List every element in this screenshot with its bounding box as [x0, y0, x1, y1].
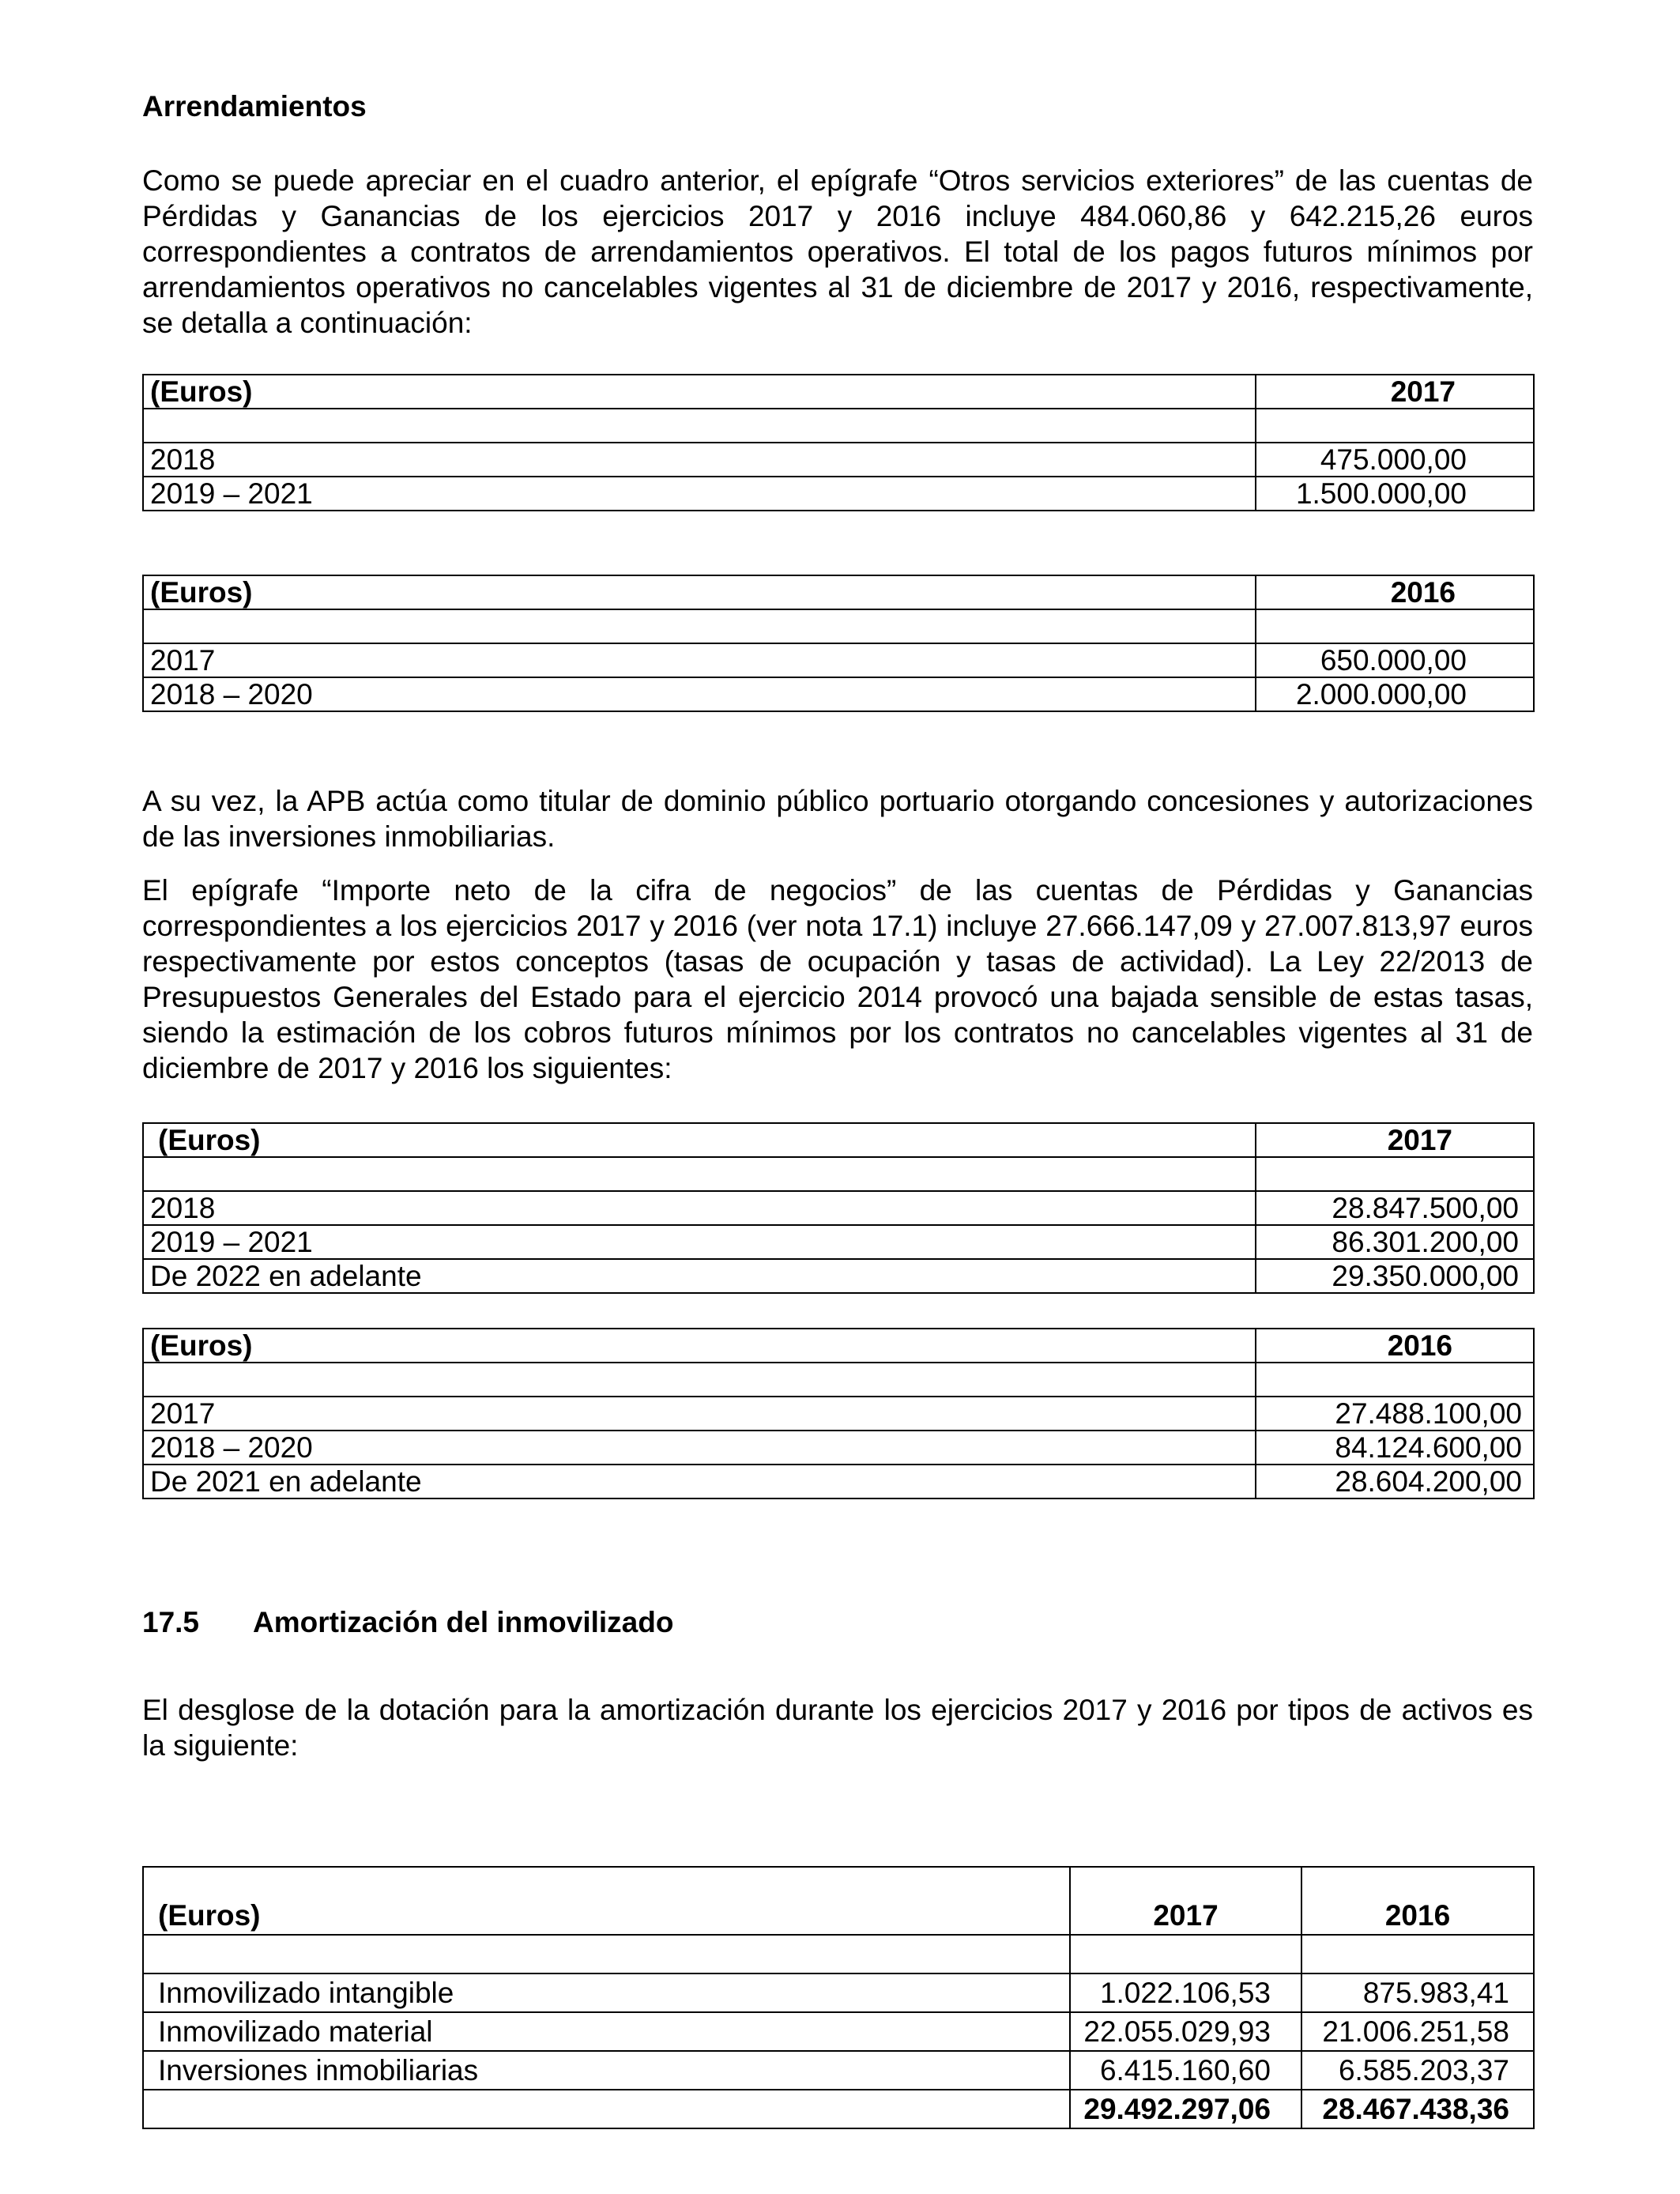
- table-cell-period: 2018: [143, 1191, 1256, 1225]
- table-cell-amount: 21.006.251,58: [1301, 2012, 1534, 2051]
- table-row: [143, 2012, 1534, 2051]
- table-header-label: (Euros): [143, 1867, 1070, 1935]
- table-cell-amount: 875.983,41: [1301, 1973, 1534, 2012]
- table-header-label: (Euros): [143, 375, 1256, 409]
- table-cell-amount: 86.301.200,00: [1256, 1225, 1534, 1259]
- table-row: [143, 1465, 1534, 1498]
- section-heading: [142, 1604, 1533, 1640]
- table-total-row: [143, 2090, 1534, 2128]
- table-cell-amount: 28.604.200,00: [1256, 1465, 1534, 1498]
- section-number: 17.5: [142, 1606, 200, 1638]
- paragraph-arrendamientos-intro: Como se puede apreciar en el cuadro anterior, el epígrafe “Otros servicios exteriores” de las cuentas de Pérdidas y Ganancias de los ejercicios 2017 y 2016 incluye 484.060,86 y 642.215,26 euros correspondientes a contratos de arrendamientos operativos. El total de los pagos futuros mínimos por arrendamientos operativos no cancelables vigentes al 31 de diciembre de 2017 y 2016, respectivamente, se detalla a continuación:: [142, 164, 1533, 339]
- table-row: [143, 2051, 1534, 2090]
- table-cell-period: 2017: [143, 643, 1256, 677]
- table-row: [143, 1225, 1534, 1259]
- table-cell-amount: 22.055.029,93: [1070, 2012, 1301, 2051]
- table-pagos-2016: [142, 575, 1535, 712]
- table-spacer-row: [143, 609, 1534, 643]
- table-cell-asset-type: Inmovilizado intangible: [143, 1973, 1070, 2012]
- table-cobros-2016: [142, 1328, 1535, 1499]
- table-spacer-row: [143, 1157, 1534, 1191]
- table-cell-amount: 27.488.100,00: [1256, 1397, 1534, 1431]
- table-cell-amount: 29.350.000,00: [1256, 1259, 1534, 1293]
- table-header-row: [143, 1867, 1534, 1935]
- table-cell-amount: 650.000,00: [1256, 643, 1534, 677]
- table-cobros-2017: [142, 1122, 1535, 1294]
- paragraph-importe-neto: El epígrafe “Importe neto de la cifra de negocios” de las cuentas de Pérdidas y Ganancias correspondientes a los ejercicios 2017 y 2016 (ver nota 17.1) incluye 27.666.147,09 y 27.007.813,97 euros respectivamente por estos conceptos (tasas de ocupación y tasas de actividad). La Ley 22/2013 de Presupuestos Generales del Estado para el ejercicio 2014 provocó una bajada sensible de estas tasas, siendo la estimación de los cobros futuros mínimos por los contratos no cancelables vigentes al 31 de diciembre de 2017 y 2016 los siguientes:: [142, 874, 1533, 1084]
- table-header-row: [143, 1329, 1534, 1363]
- table-cell-amount: 6.415.160,60: [1070, 2051, 1301, 2090]
- table-spacer-row: [143, 1363, 1534, 1397]
- table-header-row: [143, 1123, 1534, 1157]
- table-cell-total-amount: 28.467.438,36: [1301, 2090, 1534, 2128]
- table-cell-period: 2017: [143, 1397, 1256, 1431]
- table-cell-amount: 2.000.000,00: [1256, 677, 1534, 711]
- table-cell-period: 2019 – 2021: [143, 1225, 1256, 1259]
- paragraph-amortizacion: El desglose de la dotación para la amortización durante los ejercicios 2017 y 2016 por tipos de activos es la siguiente:: [142, 1694, 1533, 1762]
- paragraph-concesiones: A su vez, la APB actúa como titular de dominio público portuario otorgando concesiones y autorizaciones de las inversiones inmobiliarias.: [142, 785, 1533, 853]
- table-cell-period: 2019 – 2021: [143, 477, 1256, 511]
- table-row: [143, 1259, 1534, 1293]
- table-amortizacion: [142, 1866, 1535, 2129]
- table-row: [143, 1431, 1534, 1465]
- table-cell-amount: 1.022.106,53: [1070, 1973, 1301, 2012]
- table-header-row: [143, 375, 1534, 409]
- table-header-label: (Euros): [143, 1329, 1256, 1363]
- table-cell-period: 2018: [143, 443, 1256, 477]
- table-row: [143, 477, 1534, 511]
- heading-arrendamientos: Arrendamientos: [142, 90, 367, 123]
- table-cell-amount: 475.000,00: [1256, 443, 1534, 477]
- table-cell-total-amount: 29.492.297,06: [1070, 2090, 1301, 2128]
- table-row: [143, 1973, 1534, 2012]
- table-header-year: 2016: [1256, 575, 1534, 609]
- table-header-year: 2017: [1070, 1867, 1301, 1935]
- table-spacer-row: [143, 409, 1534, 443]
- table-pagos-2017: [142, 374, 1535, 511]
- table-header-label: (Euros): [143, 575, 1256, 609]
- table-cell-period: 2018 – 2020: [143, 677, 1256, 711]
- table-cell-amount: 6.585.203,37: [1301, 2051, 1534, 2090]
- table-spacer-row: [143, 1935, 1534, 1973]
- table-header-year: 2017: [1256, 1123, 1534, 1157]
- table-row: [143, 443, 1534, 477]
- table-cell-period: De 2021 en adelante: [143, 1465, 1256, 1498]
- table-cell-amount: 84.124.600,00: [1256, 1431, 1534, 1465]
- table-header-label: (Euros): [143, 1123, 1256, 1157]
- table-cell-period: 2018 – 2020: [143, 1431, 1256, 1465]
- table-cell-amount: 1.500.000,00: [1256, 477, 1534, 511]
- section-title: Amortización del inmovilizado: [253, 1606, 674, 1638]
- table-cell-total-label: [143, 2090, 1070, 2128]
- table-header-year: 2016: [1301, 1867, 1534, 1935]
- table-cell-asset-type: Inversiones inmobiliarias: [143, 2051, 1070, 2090]
- table-cell-asset-type: Inmovilizado material: [143, 2012, 1070, 2051]
- table-header-year: 2017: [1256, 375, 1534, 409]
- table-row: [143, 1191, 1534, 1225]
- table-header-year: 2016: [1256, 1329, 1534, 1363]
- table-row: [143, 677, 1534, 711]
- table-cell-period: De 2022 en adelante: [143, 1259, 1256, 1293]
- table-row: [143, 643, 1534, 677]
- table-cell-amount: 28.847.500,00: [1256, 1191, 1534, 1225]
- table-row: [143, 1397, 1534, 1431]
- table-header-row: [143, 575, 1534, 609]
